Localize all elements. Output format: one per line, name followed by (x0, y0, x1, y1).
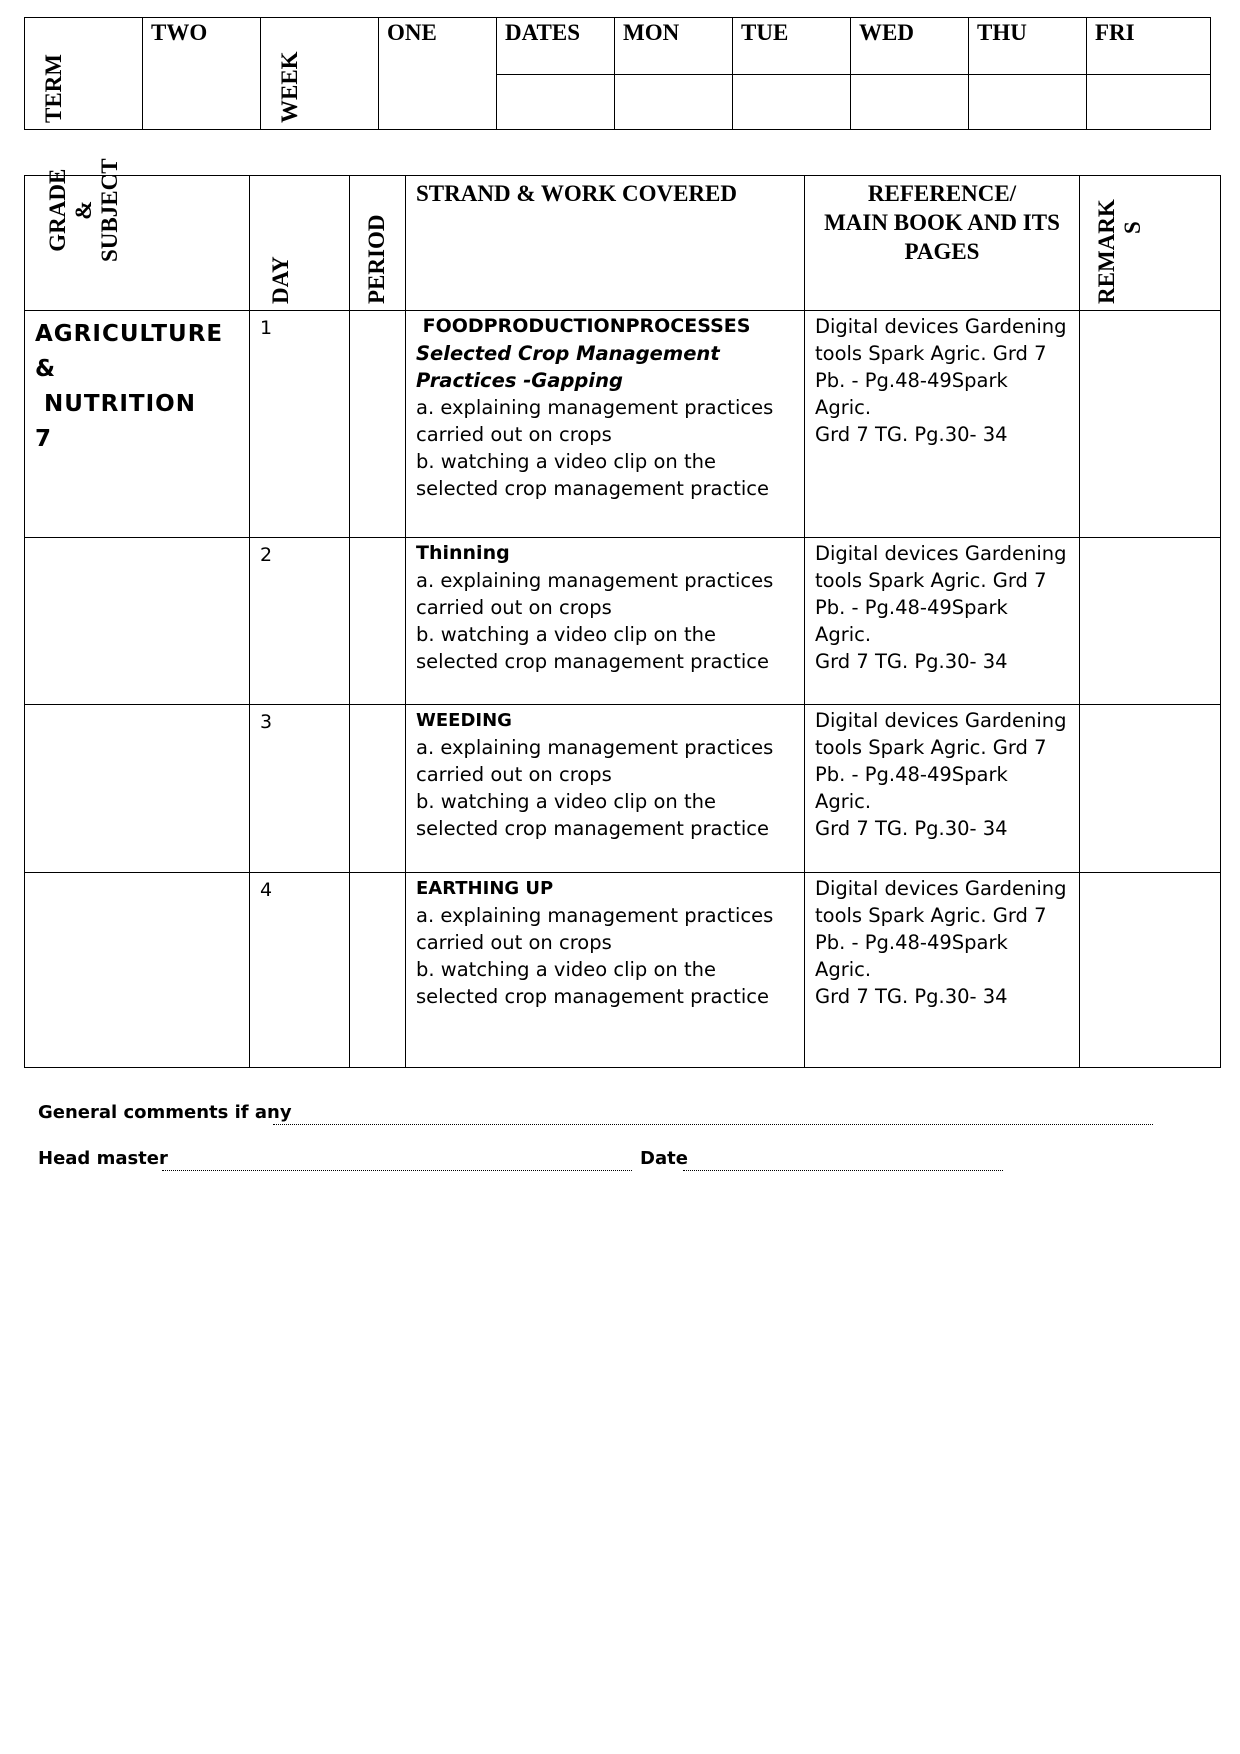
day-mon: MON (615, 18, 733, 75)
day-tue: TUE (733, 18, 851, 75)
subject-cell-empty (25, 705, 250, 873)
activity-a-line2: carried out on crops (416, 596, 612, 619)
sub-strand-line1: Selected Crop Management (416, 342, 720, 365)
date-cell-mon[interactable] (615, 75, 733, 130)
activity-b-line2: selected crop management practice (416, 650, 769, 673)
activity-a-line2: carried out on crops (416, 423, 612, 446)
header-strand: STRAND & WORK COVERED (406, 176, 805, 311)
reference-line: Digital devices Gardening (815, 542, 1067, 565)
period-cell[interactable] (350, 705, 406, 873)
header-reference-line3: PAGES (904, 239, 980, 264)
subject-line4: 7 (35, 426, 53, 452)
date-line[interactable] (683, 1170, 1003, 1171)
date-label: Date (640, 1148, 688, 1169)
subject-line1: AGRICULTURE (35, 321, 224, 347)
activity-a-line2: carried out on crops (416, 763, 612, 786)
remarks-cell[interactable] (1080, 705, 1221, 873)
period-cell[interactable] (350, 873, 406, 1068)
day-wed: WED (851, 18, 969, 75)
date-cell-tue[interactable] (733, 75, 851, 130)
table-row (25, 705, 1221, 873)
period-cell[interactable] (350, 311, 406, 538)
reference-line: Grd 7 TG. Pg.30- 34 (815, 650, 1008, 673)
strand-title: EARTHING UP (416, 878, 554, 899)
work-cell (406, 705, 805, 873)
header-reference (805, 176, 1080, 311)
activity-b-line1: b. watching a video clip on the (416, 958, 716, 981)
activity-b-line1: b. watching a video clip on the (416, 623, 716, 646)
reference-cell (805, 873, 1080, 1068)
subject-line2: & (35, 356, 57, 382)
week-value: ONE (379, 18, 497, 130)
subject-line3: NUTRITION (35, 391, 196, 417)
strand-title: WEEDING (416, 710, 512, 731)
day-fri: FRI (1087, 18, 1211, 75)
term-week-table (24, 17, 1211, 130)
general-comments-label: General comments if any (38, 1102, 292, 1123)
day-number: 4 (250, 873, 350, 1068)
day-number: 2 (250, 538, 350, 705)
header-grade: GRADE (45, 168, 70, 252)
reference-line: Pb. - Pg.48-49Spark Agric. (815, 931, 1008, 981)
remarks-cell[interactable] (1080, 311, 1221, 538)
term-label: TERM (41, 54, 66, 123)
header-day-cell: DAY (250, 176, 350, 311)
headmaster-label: Head master (38, 1148, 168, 1169)
activity-b-line2: selected crop management practice (416, 985, 769, 1008)
sub-strand-line2: Practices -Gapping (416, 369, 623, 392)
activity-a-line1: a. explaining management practices (416, 396, 774, 419)
activity-b-line2: selected crop management practice (416, 477, 769, 500)
reference-line: Grd 7 TG. Pg.30- 34 (815, 985, 1008, 1008)
header-reference-line1: REFERENCE/ (867, 181, 1017, 206)
reference-line: tools Spark Agric. Grd 7 (815, 342, 1047, 365)
dates-label: DATES (497, 18, 615, 75)
reference-line: Digital devices Gardening (815, 315, 1067, 338)
strand-title: FOODPRODUCTIONPROCESSES (416, 315, 751, 337)
header-remarks-line1: REMARK (1094, 199, 1119, 304)
general-comments-line[interactable] (273, 1124, 1153, 1125)
activity-a-line1: a. explaining management practices (416, 904, 774, 927)
day-number: 1 (250, 311, 350, 538)
header-ampersand: & (71, 200, 96, 220)
header-period-cell: PERIOD (350, 176, 406, 311)
activity-a-line1: a. explaining management practices (416, 736, 774, 759)
headmaster-signature-line[interactable] (162, 1170, 632, 1171)
lesson-record-table (24, 158, 1221, 1068)
activity-a-line2: carried out on crops (416, 931, 612, 954)
activity-b-line1: b. watching a video clip on the (416, 450, 716, 473)
activity-b-line1: b. watching a video clip on the (416, 790, 716, 813)
reference-line: tools Spark Agric. Grd 7 (815, 736, 1047, 759)
header-reference-line2: MAIN BOOK AND ITS (824, 210, 1060, 235)
table-row (25, 538, 1221, 705)
work-cell (406, 311, 805, 538)
period-cell[interactable] (350, 538, 406, 705)
reference-line: Digital devices Gardening (815, 877, 1067, 900)
table-row (25, 311, 1221, 538)
subject-cell (25, 311, 250, 538)
reference-line: Digital devices Gardening (815, 709, 1067, 732)
table-row (25, 873, 1221, 1068)
term-label-cell (25, 18, 143, 130)
header-subject: SUBJECT (97, 158, 122, 262)
date-cell-blank[interactable] (497, 75, 615, 130)
work-cell (406, 873, 805, 1068)
reference-line: Pb. - Pg.48-49Spark Agric. (815, 369, 1008, 419)
subject-cell-empty (25, 538, 250, 705)
activity-b-line2: selected crop management practice (416, 817, 769, 840)
day-thu: THU (969, 18, 1087, 75)
header-remarks-cell (1080, 176, 1221, 311)
remarks-cell[interactable] (1080, 873, 1221, 1068)
reference-line: Pb. - Pg.48-49Spark Agric. (815, 763, 1008, 813)
day-number: 3 (250, 705, 350, 873)
reference-line: tools Spark Agric. Grd 7 (815, 904, 1047, 927)
week-label-cell (261, 18, 379, 130)
date-cell-fri[interactable] (1087, 75, 1211, 130)
reference-cell (805, 311, 1080, 538)
reference-line: Pb. - Pg.48-49Spark Agric. (815, 596, 1008, 646)
term-value: TWO (143, 18, 261, 130)
reference-cell (805, 705, 1080, 873)
reference-cell (805, 538, 1080, 705)
date-cell-thu[interactable] (969, 75, 1087, 130)
header-remarks-line2: S (1120, 221, 1145, 234)
header-grade-subject (25, 158, 250, 311)
week-label: WEEK (277, 51, 302, 123)
reference-line: Grd 7 TG. Pg.30- 34 (815, 423, 1008, 446)
strand-title: Thinning (416, 542, 510, 564)
subject-cell-empty (25, 873, 250, 1068)
reference-line: Grd 7 TG. Pg.30- 34 (815, 817, 1008, 840)
activity-a-line1: a. explaining management practices (416, 569, 774, 592)
remarks-cell[interactable] (1080, 538, 1221, 705)
date-cell-wed[interactable] (851, 75, 969, 130)
work-cell (406, 538, 805, 705)
reference-line: tools Spark Agric. Grd 7 (815, 569, 1047, 592)
